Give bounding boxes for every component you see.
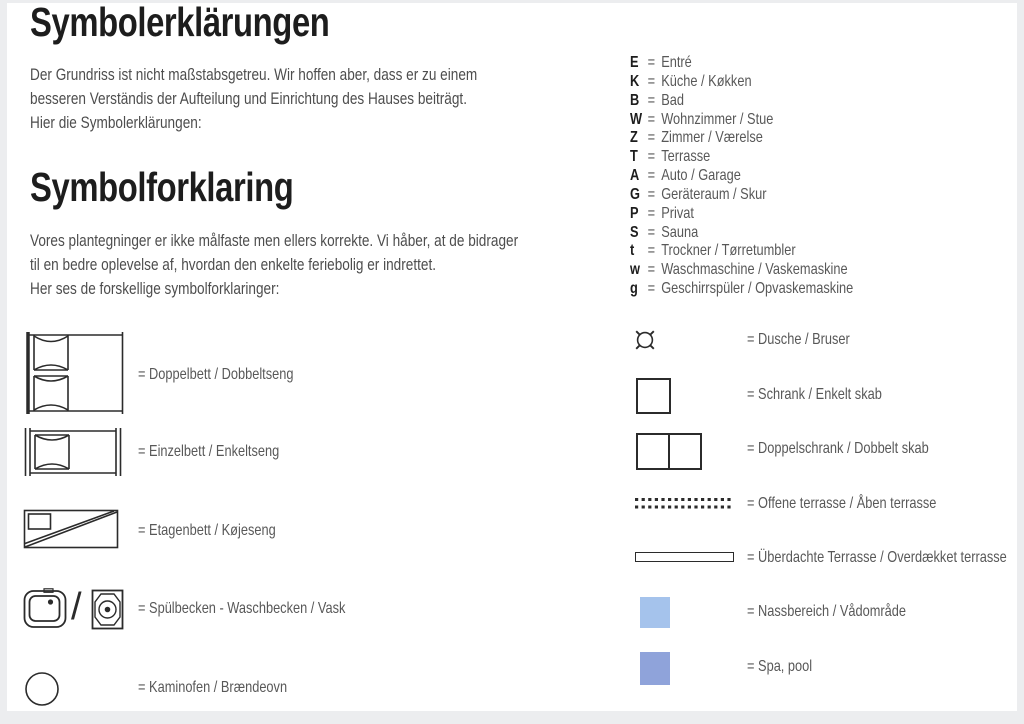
equals-sign: = xyxy=(647,167,656,185)
abbrev-letter: E xyxy=(630,54,639,71)
abbrev-letter: B xyxy=(630,91,640,109)
abbrev-letter: G xyxy=(630,185,640,203)
abbreviation-row xyxy=(630,186,853,205)
abbrev-label: Zimmer / Værelse xyxy=(661,129,763,147)
abbrev-label: Privat xyxy=(661,204,694,222)
equals-sign: = xyxy=(647,261,656,279)
abbreviation-row xyxy=(630,73,853,92)
wet-area-label: = Nassbereich / Vådområde xyxy=(747,603,907,620)
danish-title: Symbolforklaring xyxy=(30,164,294,210)
bunk-bed-icon xyxy=(23,509,119,549)
abbreviation-row xyxy=(630,167,853,186)
wet-area-swatch xyxy=(640,597,670,628)
abbrev-label: Waschmaschine / Vaskemaskine xyxy=(661,261,848,279)
wood-stove-label: = Kaminofen / Brændeovn xyxy=(138,679,288,696)
double-cabinet-label: = Doppelschrank / Dobbelt skab xyxy=(747,440,929,457)
equals-sign: = xyxy=(647,204,656,222)
text-line: Vores plantegninger er ikke målfaste men ellers korrekte. Vi håber, at de bidrager xyxy=(30,231,519,250)
sink-label: = Spülbecken - Waschbecken / Vask xyxy=(138,600,346,617)
covered-terrace-label: = Überdachte Terrasse / Overdækket terrasse xyxy=(747,549,1007,566)
equals-sign: = xyxy=(647,280,656,298)
kitchen-sink-icon xyxy=(23,588,67,630)
open-terrace-icon xyxy=(634,497,735,510)
text-line: Der Grundriss ist nicht maßstabsgetreu. Wir hoffen aber, dass er zu einem xyxy=(30,65,478,84)
equals-sign: = xyxy=(647,148,656,166)
abbrev-letter: W xyxy=(630,110,643,128)
double-bed-icon xyxy=(24,332,126,414)
open-terrace-label: = Offene terrasse / Åben terrasse xyxy=(747,495,937,512)
abbrev-label: Geräteraum / Skur xyxy=(661,185,767,203)
equals-sign: = xyxy=(647,110,656,128)
abbrev-letter: T xyxy=(630,148,638,166)
cabinet-divider xyxy=(668,435,670,468)
shower-icon xyxy=(631,326,659,354)
abbrev-letter: S xyxy=(630,223,639,241)
abbreviation-list xyxy=(630,54,853,299)
sink-separator: / xyxy=(71,586,82,628)
abbreviation-row xyxy=(630,261,853,280)
abbreviation-row xyxy=(630,148,853,167)
abbrev-letter: P xyxy=(630,204,639,222)
abbreviation-row xyxy=(630,280,853,299)
german-intro-paragraph xyxy=(30,63,477,135)
abbrev-letter: t xyxy=(630,242,635,260)
single-cabinet-label: = Schrank / Enkelt skab xyxy=(747,386,882,403)
abbrev-label: Küche / Køkken xyxy=(661,72,752,90)
abbrev-label: Sauna xyxy=(661,223,699,241)
abbreviation-row xyxy=(630,224,853,243)
wood-stove-icon xyxy=(24,671,60,707)
abbreviation-row xyxy=(630,54,853,73)
single-bed-icon xyxy=(24,427,122,477)
single-cabinet-icon xyxy=(636,378,671,414)
abbrev-label: Entré xyxy=(661,54,692,71)
abbrev-letter: g xyxy=(630,280,638,298)
abbrev-label: Geschirrspüler / Opvaskemaskine xyxy=(661,280,854,298)
abbrev-letter: K xyxy=(630,72,640,90)
abbrev-letter: Z xyxy=(630,129,638,147)
abbrev-label: Auto / Garage xyxy=(661,167,741,185)
double-cabinet-icon xyxy=(636,433,702,470)
covered-terrace-icon xyxy=(635,552,734,562)
equals-sign: = xyxy=(647,91,656,109)
abbrev-label: Terrasse xyxy=(661,148,711,166)
abbrev-label: Bad xyxy=(661,91,684,109)
abbreviation-row xyxy=(630,129,853,148)
abbrev-letter: w xyxy=(630,261,640,279)
german-title: Symbolerklärungen xyxy=(30,0,330,45)
text-line: til en bedre oplevelse af, hvordan den enkelte feriebolig er indrettet. xyxy=(30,255,436,274)
spa-pool-label: = Spa, pool xyxy=(747,658,813,675)
equals-sign: = xyxy=(647,54,656,71)
equals-sign: = xyxy=(647,242,656,260)
abbrev-label: Trockner / Tørretumbler xyxy=(661,242,796,260)
shower-label: = Dusche / Bruser xyxy=(747,331,850,348)
washbasin-icon xyxy=(91,589,124,630)
abbrev-label: Wohnzimmer / Stue xyxy=(661,110,774,128)
bunk-bed-label: = Etagenbett / Køjeseng xyxy=(138,522,276,539)
abbreviation-row xyxy=(630,205,853,224)
text-line: Hier die Symbolerklärungen: xyxy=(30,113,202,132)
abbreviation-row xyxy=(630,111,853,130)
equals-sign: = xyxy=(647,129,656,147)
equals-sign: = xyxy=(647,185,656,203)
single-bed-label: = Einzelbett / Enkeltseng xyxy=(138,443,280,460)
danish-intro-paragraph xyxy=(30,229,518,301)
double-bed-label: = Doppelbett / Dobbeltseng xyxy=(138,366,294,383)
spa-pool-swatch xyxy=(640,652,670,685)
text-line: besseren Verständis der Aufteilung und Einrichtung des Hauses beiträgt. xyxy=(30,89,467,108)
abbreviation-row xyxy=(630,242,853,261)
abbreviation-row xyxy=(630,92,853,111)
text-line: Her ses de forskellige symbolforklaringer: xyxy=(30,279,280,298)
abbrev-letter: A xyxy=(630,167,640,185)
equals-sign: = xyxy=(647,72,656,90)
equals-sign: = xyxy=(647,223,656,241)
